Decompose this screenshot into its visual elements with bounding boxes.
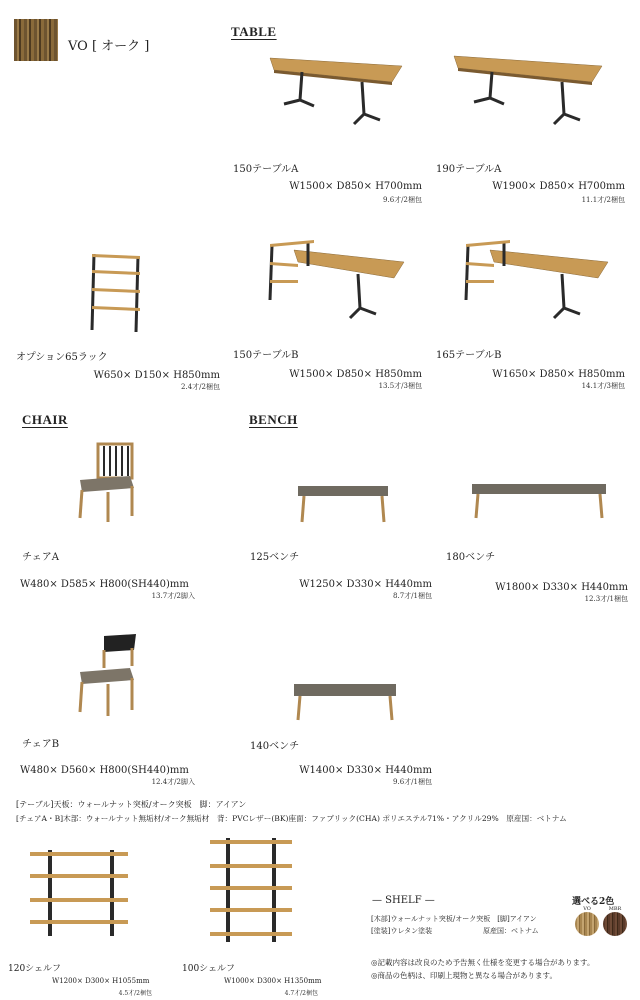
product-name-165b: 165テーブルB	[436, 350, 502, 361]
product-dims-shelf-100: W1000× D300× H1350mm	[224, 977, 322, 985]
footnote-2: ◎商品の色柄は、印刷上現物と異なる場合があります。	[371, 971, 557, 980]
product-pack-bench-180: 12.3才/1梱包	[584, 595, 628, 603]
product-name-shelf-120: 120シェルフ	[8, 964, 61, 974]
product-name-chair-b: チェアB	[22, 739, 60, 750]
bench-180-image	[470, 480, 608, 522]
shelf-120-image	[26, 848, 132, 940]
section-table: TABLE	[231, 24, 277, 39]
product-pack-bench-125: 8.7才/1梱包	[393, 592, 432, 600]
swatch-label: VO [ オーク ]	[68, 39, 150, 54]
materials-line-2: [チェアA・B]木部：ウォールナット無垢材/オーク無垢材 背：PVCレザー(BK)座面：ファブリック(CHA) ポリエステル71%・アクリル29% 原産国：ベトナム	[16, 814, 567, 823]
product-pack-165b: 14.1才/3梱包	[581, 382, 625, 390]
product-dims-rack: W650× D150× H850mm	[93, 370, 220, 381]
product-name-bench-125: 125ベンチ	[250, 552, 300, 563]
product-dims-190a: W1900× D850× H700mm	[492, 181, 625, 192]
product-dims-chair-a: W480× D585× H800(SH440)mm	[20, 579, 189, 590]
product-dims-150a: W1500× D850× H700mm	[289, 181, 422, 192]
table-150b-image	[264, 236, 414, 331]
color-swatch-vo	[575, 912, 599, 936]
product-name-shelf-100: 100シェルフ	[182, 964, 235, 974]
color-swatch-mbr	[603, 912, 627, 936]
shelf-info-title: — SHELF —	[372, 895, 435, 906]
shelf-info-line-2: [塗装]ウレタン塗装	[371, 927, 433, 935]
product-dims-165b: W1650× D850× H850mm	[492, 369, 625, 380]
table-150a-image	[262, 52, 412, 142]
product-pack-150b: 13.5才/3梱包	[378, 382, 422, 390]
chair-a-image	[74, 440, 140, 526]
bench-140-image	[292, 680, 398, 724]
section-bench: BENCH	[249, 412, 298, 427]
product-dims-bench-125: W1250× D330× H440mm	[299, 579, 432, 590]
rack-image	[86, 250, 146, 335]
product-dims-bench-140: W1400× D330× H440mm	[299, 765, 432, 776]
bench-125-image	[296, 482, 390, 526]
product-name-150a: 150テーブルA	[233, 164, 299, 175]
table-165b-image	[460, 236, 610, 331]
section-chair: CHAIR	[22, 412, 68, 427]
product-pack-chair-a: 13.7才/2脚入	[151, 592, 195, 600]
product-pack-rack: 2.4才/2梱包	[181, 383, 220, 391]
product-pack-chair-b: 12.4才/2脚入	[151, 778, 195, 786]
product-name-bench-140: 140ベンチ	[250, 741, 300, 752]
product-name-rack: オプション65ラック	[16, 352, 108, 363]
table-190a-image	[448, 52, 608, 142]
product-name-chair-a: チェアA	[22, 552, 59, 563]
color-code-vo: VO	[583, 906, 591, 912]
product-pack-190a: 11.1才/2梱包	[581, 196, 625, 204]
choose-colors-label: 選べる2色	[572, 897, 615, 907]
wood-swatch	[14, 19, 58, 61]
product-name-150b: 150テーブルB	[233, 350, 299, 361]
product-pack-shelf-100: 4.7才/2梱包	[284, 990, 318, 997]
product-pack-150a: 9.6才/2梱包	[383, 196, 422, 204]
product-pack-bench-140: 9.6才/1梱包	[393, 778, 432, 786]
product-pack-shelf-120: 4.5才/2梱包	[118, 990, 152, 997]
product-dims-chair-b: W480× D560× H800(SH440)mm	[20, 765, 189, 776]
materials-line-1: [テーブル]天板：ウォールナット突板/オーク突板 脚：アイアン	[16, 800, 247, 809]
product-name-190a: 190テーブルA	[436, 164, 502, 175]
color-code-mbr: MBR	[608, 906, 622, 912]
product-dims-shelf-120: W1200× D300× H1055mm	[52, 977, 150, 985]
shelf-100-image	[206, 836, 296, 946]
shelf-info-origin: 原産国：ベトナム	[483, 927, 539, 935]
product-dims-150b: W1500× D850× H850mm	[289, 369, 422, 380]
product-dims-bench-180: W1800× D330× H440mm	[495, 582, 628, 593]
shelf-info-line-1: [木部]ウォールナット突板/オーク突板 [脚]アイアン	[371, 915, 537, 923]
footnote-1: ◎記載内容は改良のため予告無く仕様を変更する場合があります。	[371, 958, 595, 967]
product-name-bench-180: 180ベンチ	[446, 552, 496, 563]
chair-b-image	[74, 632, 140, 718]
